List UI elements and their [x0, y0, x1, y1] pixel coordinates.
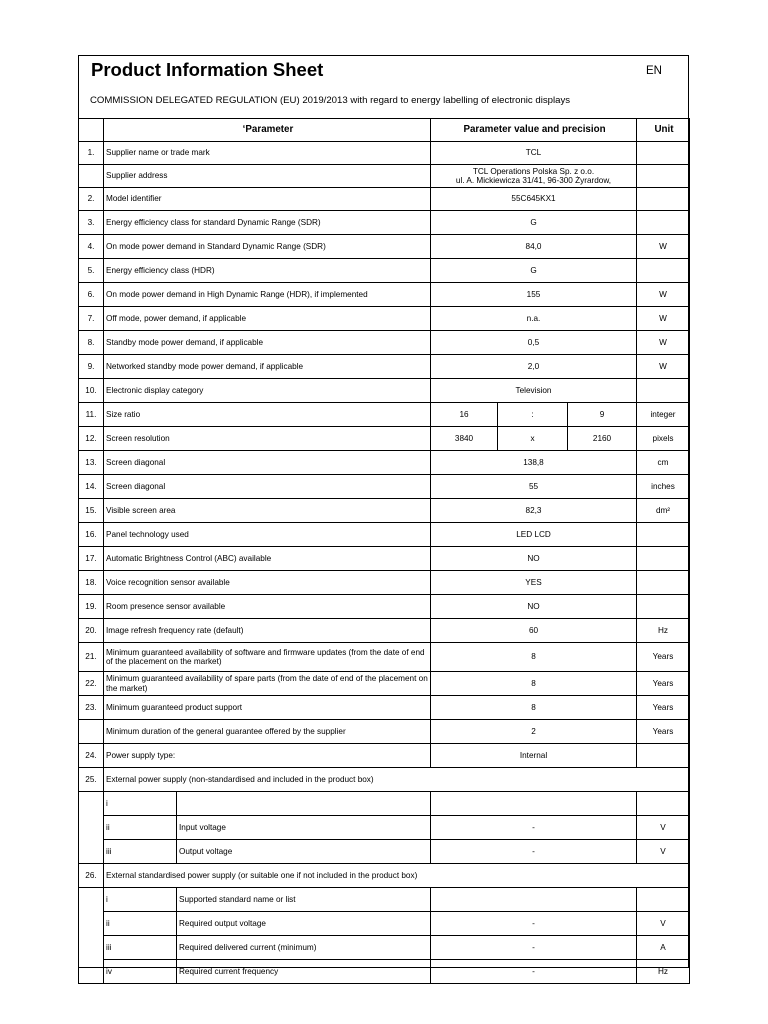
row-number: 9.	[79, 355, 104, 379]
row-unit	[637, 165, 690, 188]
table-row	[79, 672, 690, 696]
row-label: Screen resolution	[104, 427, 431, 451]
row-unit: inches	[637, 475, 690, 499]
sub-value: -	[431, 936, 637, 960]
row-unit	[637, 211, 690, 235]
sub-row	[79, 912, 690, 936]
table-row	[79, 307, 690, 331]
sub-index: i	[104, 888, 177, 912]
row-number: 25.	[79, 768, 104, 792]
header-unit: Unit	[637, 119, 690, 142]
row-unit	[637, 188, 690, 211]
regulation-subtitle: COMMISSION DELEGATED REGULATION (EU) 2019/2013 with regard to energy labelling of electronic displays	[90, 95, 571, 106]
row-label: Visible screen area	[104, 499, 431, 523]
row-number: 24.	[79, 744, 104, 768]
sub-unit: V	[637, 840, 690, 864]
sub-unit: A	[637, 936, 690, 960]
row-number: 1.	[79, 142, 104, 165]
table-row	[79, 259, 690, 283]
header-number-cell	[79, 119, 104, 142]
row-value: TCL	[431, 142, 637, 165]
row-value: 2,0	[431, 355, 637, 379]
size-ratio-separator: :	[498, 403, 568, 427]
row-number: 22.	[79, 672, 104, 696]
table-row	[79, 523, 690, 547]
row-value: NO	[431, 595, 637, 619]
table-row	[79, 142, 690, 165]
sub-row	[79, 792, 690, 816]
row-number-empty	[79, 960, 104, 984]
row-unit	[637, 571, 690, 595]
row-value: n.a.	[431, 307, 637, 331]
sub-unit: V	[637, 816, 690, 840]
table-row	[79, 499, 690, 523]
sub-row	[79, 888, 690, 912]
row-value: Internal	[431, 744, 637, 768]
row-unit: Hz	[637, 619, 690, 643]
row-label: Screen diagonal	[104, 451, 431, 475]
row-number: 4.	[79, 235, 104, 259]
sub-label: Output voltage	[177, 840, 431, 864]
row-label: Panel technology used	[104, 523, 431, 547]
row-number: 3.	[79, 211, 104, 235]
row-unit: Years	[637, 696, 690, 720]
row-value: 55C645KX1	[431, 188, 637, 211]
row-value: 138,8	[431, 451, 637, 475]
sub-value: -	[431, 840, 637, 864]
row-unit: Years	[637, 672, 690, 696]
row-label: Automatic Brightness Control (ABC) available	[104, 547, 431, 571]
row-label: Electronic display category	[104, 379, 431, 403]
sub-index: i	[104, 792, 177, 816]
size-ratio-width: 16	[431, 403, 498, 427]
row-unit	[637, 379, 690, 403]
row-number: 21.	[79, 643, 104, 672]
row-value: 82,3	[431, 499, 637, 523]
row-label: Model identifier	[104, 188, 431, 211]
row-unit: Years	[637, 720, 690, 744]
supplier-address-line-2: ul. A. Mickiewicza 31/41, 96-300 Żyrardow,	[455, 176, 612, 185]
sub-unit: Hz	[637, 960, 690, 984]
table-row	[79, 355, 690, 379]
table-row	[79, 211, 690, 235]
table-row	[79, 571, 690, 595]
sub-unit	[637, 792, 690, 816]
sub-label	[177, 792, 431, 816]
row-number: 6.	[79, 283, 104, 307]
row-label: Energy efficiency class (HDR)	[104, 259, 431, 283]
row-number: 8.	[79, 331, 104, 355]
row-number: 18.	[79, 571, 104, 595]
language-code: EN	[646, 65, 662, 77]
row-value: 84,0	[431, 235, 637, 259]
row-label: Energy efficiency class for standard Dynamic Range (SDR)	[104, 211, 431, 235]
section-label: External standardised power supply (or suitable one if not included in the product box)	[104, 864, 690, 888]
table-row	[79, 379, 690, 403]
row-unit: W	[637, 235, 690, 259]
row-label: Minimum guaranteed availability of software and firmware updates (from the date of end of the placement on the market)	[104, 643, 431, 672]
row-value: 60	[431, 619, 637, 643]
row-number: 15.	[79, 499, 104, 523]
table-row	[79, 188, 690, 211]
header-parameter: ‘Parameter	[104, 119, 431, 142]
row-number: 10.	[79, 379, 104, 403]
row-value: YES	[431, 571, 637, 595]
row-label: Size ratio	[104, 403, 431, 427]
table-row	[79, 696, 690, 720]
row-number-empty	[79, 936, 104, 960]
table-row	[79, 427, 690, 451]
row-label: Off mode, power demand, if applicable	[104, 307, 431, 331]
row-label: Standby mode power demand, if applicable	[104, 331, 431, 355]
row-unit: W	[637, 355, 690, 379]
row-unit	[637, 523, 690, 547]
sub-value	[431, 792, 637, 816]
row-unit	[637, 259, 690, 283]
sub-label: Required delivered current (minimum)	[177, 936, 431, 960]
product-information-sheet	[78, 55, 689, 976]
row-number: 12.	[79, 427, 104, 451]
table-row	[79, 643, 690, 672]
size-ratio-height: 9	[568, 403, 637, 427]
sub-row	[79, 960, 690, 984]
row-label: Image refresh frequency rate (default)	[104, 619, 431, 643]
row-value: 155	[431, 283, 637, 307]
row-unit: Years	[637, 643, 690, 672]
row-unit: integer	[637, 403, 690, 427]
row-value: G	[431, 259, 637, 283]
section-label: External power supply (non-standardised and included in the product box)	[104, 768, 690, 792]
table-row	[79, 235, 690, 259]
sub-index: iii	[104, 936, 177, 960]
row-unit	[637, 595, 690, 619]
row-number: 17.	[79, 547, 104, 571]
row-label: On mode power demand in Standard Dynamic Range (SDR)	[104, 235, 431, 259]
row-label: Power supply type:	[104, 744, 431, 768]
row-label: Room presence sensor available	[104, 595, 431, 619]
row-unit: cm	[637, 451, 690, 475]
row-value: 0,5	[431, 331, 637, 355]
row-label: Minimum guaranteed product support	[104, 696, 431, 720]
parameter-table	[78, 118, 690, 984]
row-label: Screen diagonal	[104, 475, 431, 499]
row-number: 2.	[79, 188, 104, 211]
row-label: Supplier name or trade mark	[104, 142, 431, 165]
row-value: LED LCD	[431, 523, 637, 547]
row-unit: W	[637, 331, 690, 355]
sub-value: -	[431, 816, 637, 840]
row-number: 20.	[79, 619, 104, 643]
row-number-empty	[79, 888, 104, 912]
table-row	[79, 165, 690, 188]
row-number: 16.	[79, 523, 104, 547]
table-row	[79, 403, 690, 427]
resolution-separator: x	[498, 427, 568, 451]
row-label: On mode power demand in High Dynamic Range (HDR), if implemented	[104, 283, 431, 307]
section-row	[79, 864, 690, 888]
sub-value	[431, 888, 637, 912]
row-number	[79, 720, 104, 744]
row-label: Minimum guaranteed availability of spare parts (from the date of end of the placement on the market)	[104, 672, 431, 696]
row-number: 26.	[79, 864, 104, 888]
row-number: 19.	[79, 595, 104, 619]
row-number-empty	[79, 912, 104, 936]
resolution-width: 3840	[431, 427, 498, 451]
row-value: G	[431, 211, 637, 235]
row-number-empty	[79, 792, 104, 816]
row-value: NO	[431, 547, 637, 571]
row-value: 8	[431, 643, 637, 672]
row-unit: W	[637, 283, 690, 307]
sub-value: -	[431, 912, 637, 936]
table-row	[79, 547, 690, 571]
row-number: 5.	[79, 259, 104, 283]
sub-index: iii	[104, 840, 177, 864]
row-value: 8	[431, 672, 637, 696]
row-label: Networked standby mode power demand, if applicable	[104, 355, 431, 379]
row-value	[431, 165, 637, 188]
row-number: 7.	[79, 307, 104, 331]
row-unit: pixels	[637, 427, 690, 451]
sub-unit: V	[637, 912, 690, 936]
row-number: 13.	[79, 451, 104, 475]
sub-row	[79, 840, 690, 864]
table-row	[79, 451, 690, 475]
table-row	[79, 283, 690, 307]
row-value: 55	[431, 475, 637, 499]
row-number: 23.	[79, 696, 104, 720]
resolution-height: 2160	[568, 427, 637, 451]
sub-label: Input voltage	[177, 816, 431, 840]
row-unit	[637, 142, 690, 165]
row-value: 2	[431, 720, 637, 744]
row-label: Supplier address	[104, 165, 431, 188]
row-number-empty	[79, 816, 104, 840]
table-row	[79, 475, 690, 499]
row-label: Minimum duration of the general guarantee offered by the supplier	[104, 720, 431, 744]
header-value: Parameter value and precision	[431, 119, 637, 142]
sub-row	[79, 816, 690, 840]
table-row	[79, 720, 690, 744]
table-row	[79, 331, 690, 355]
sub-unit	[637, 888, 690, 912]
row-unit	[637, 744, 690, 768]
row-unit: W	[637, 307, 690, 331]
row-value: Television	[431, 379, 637, 403]
row-label: Voice recognition sensor available	[104, 571, 431, 595]
table-row	[79, 619, 690, 643]
sub-label: Required output voltage	[177, 912, 431, 936]
sub-row	[79, 936, 690, 960]
sub-label: Required current frequency	[177, 960, 431, 984]
row-unit: dm²	[637, 499, 690, 523]
row-number: 14.	[79, 475, 104, 499]
row-value: 8	[431, 696, 637, 720]
section-row	[79, 768, 690, 792]
row-number	[79, 165, 104, 188]
table-row	[79, 595, 690, 619]
sub-index: iv	[104, 960, 177, 984]
row-unit	[637, 547, 690, 571]
sub-value: -	[431, 960, 637, 984]
page-title: Product Information Sheet	[91, 59, 324, 80]
sub-index: ii	[104, 912, 177, 936]
row-number-empty	[79, 840, 104, 864]
table-row	[79, 744, 690, 768]
row-number: 11.	[79, 403, 104, 427]
supplier-address-line-1: TCL Operations Polska Sp. z o.o.	[472, 166, 595, 176]
table-header-row	[79, 119, 690, 142]
sub-label: Supported standard name or list	[177, 888, 431, 912]
sub-index: ii	[104, 816, 177, 840]
